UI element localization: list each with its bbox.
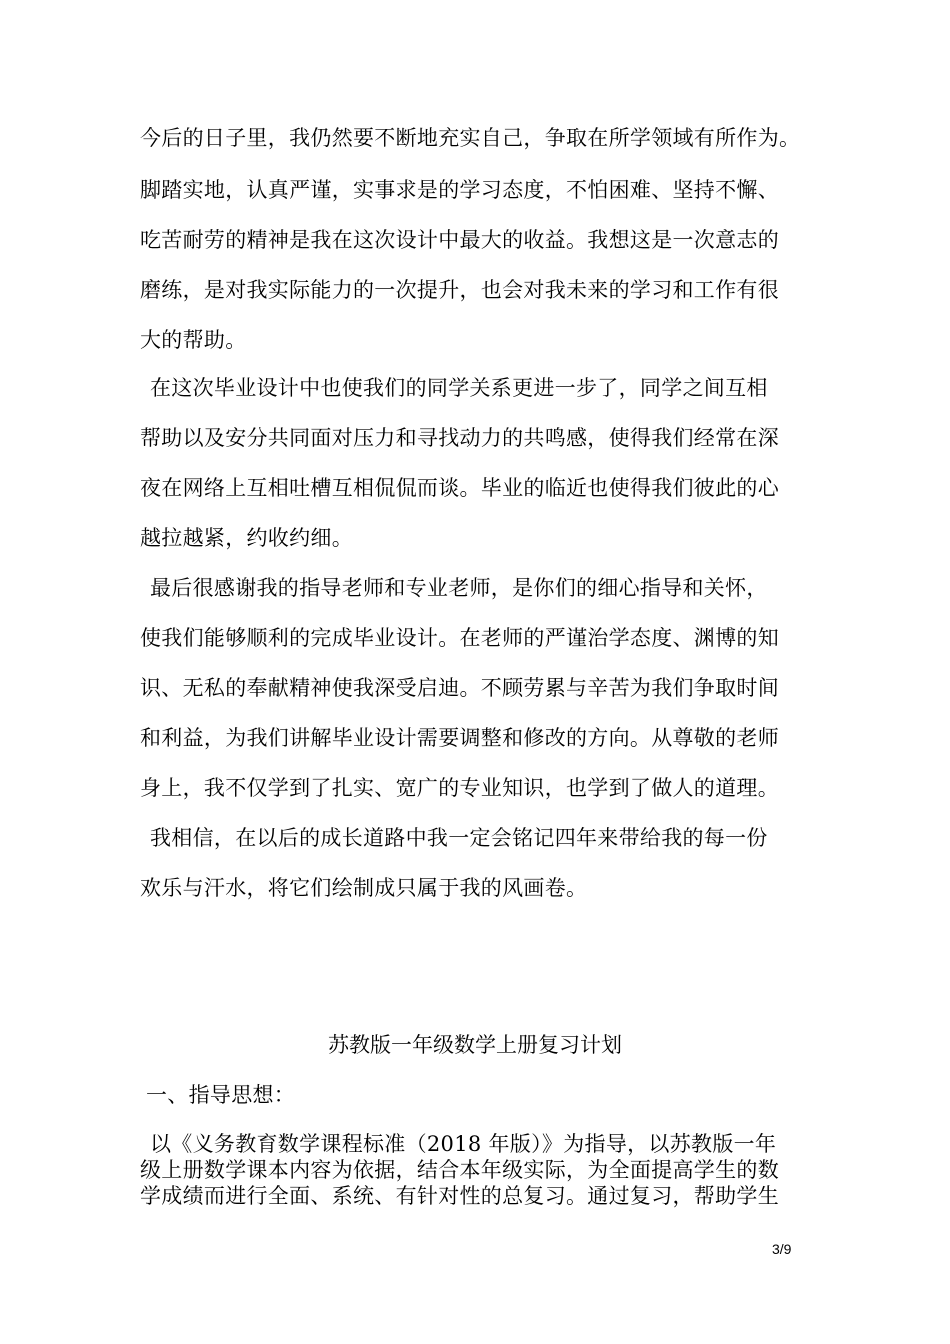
paragraph-line: 欢乐与汗水，将它们绘制成只属于我的风画卷。 [140, 876, 588, 900]
paragraph-line: 磨练，是对我实际能力的一次提升，也会对我未来的学习和工作有很 [140, 278, 779, 302]
paragraph-line: 学成绩而进行全面、系统、有针对性的总复习。通过复习，帮助学生 [140, 1184, 779, 1208]
paragraph-line: 以《义务教育数学课程标准（2018 年版）》为指导，以苏教版一年 [150, 1132, 777, 1156]
paragraph-line: 脚踏实地，认真严谨，实事求是的学习态度，不怕困难、坚持不懈、 [140, 178, 779, 202]
paragraph-line: 使我们能够顺利的完成毕业设计。在老师的严谨治学态度、渊博的知 [140, 626, 779, 650]
paragraph-line: 在这次毕业设计中也使我们的同学关系更进一步了，同学之间互相 [150, 376, 768, 400]
section-title: 苏教版一年级数学上册复习计划 [328, 1033, 622, 1057]
paragraph-line: 识、无私的奉献精神使我深受启迪。不顾劳累与辛苦为我们争取时间 [140, 676, 779, 700]
paragraph-line: 大的帮助。 [140, 328, 247, 352]
paragraph-line: 帮助以及安分共同面对压力和寻找动力的共鸣感，使得我们经常在深 [140, 426, 779, 450]
paragraph-line: 我相信，在以后的成长道路中我一定会铭记四年来带给我的每一份 [150, 826, 768, 850]
paragraph-line: 越拉越紧，约收约细。 [140, 526, 353, 550]
paragraph-line: 和利益，为我们讲解毕业设计需要调整和修改的方向。从尊敬的老师 [140, 726, 779, 750]
paragraph-line: 吃苦耐劳的精神是我在这次设计中最大的收益。我想这是一次意志的 [140, 228, 779, 252]
page-number: 3/9 [772, 1241, 792, 1257]
paragraph-line: 最后很感谢我的指导老师和专业老师，是你们的细心指导和关怀， [150, 576, 768, 600]
paragraph-line: 今后的日子里，我仍然要不断地充实自己，争取在所学领域有所作为。 [140, 126, 801, 150]
paragraph-line: 夜在网络上互相吐槽互相侃侃而谈。毕业的临近也使得我们彼此的心 [140, 476, 779, 500]
section-heading: 一、指导思想： [146, 1083, 296, 1107]
paragraph-line: 身上，我不仅学到了扎实、宽广的专业知识，也学到了做人的道理。 [140, 776, 779, 800]
paragraph-line: 级上册数学课本内容为依据，结合本年级实际，为全面提高学生的数 [140, 1158, 779, 1182]
